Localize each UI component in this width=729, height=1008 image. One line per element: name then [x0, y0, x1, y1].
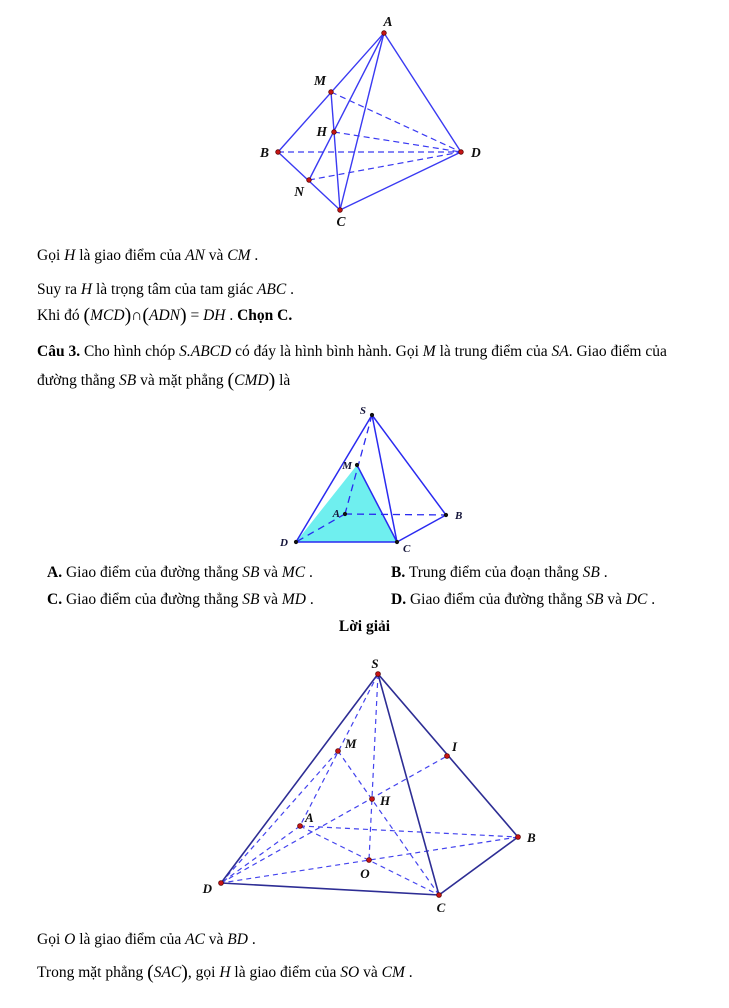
- dashed-segment-AD: [221, 826, 300, 883]
- figure-pyramid-SABCD-solution: [202, 656, 536, 915]
- text-segment: SB: [242, 564, 260, 581]
- point-label-B: B: [455, 510, 463, 522]
- text-segment: DH: [203, 307, 226, 324]
- text-segment: Khi đó: [37, 307, 84, 324]
- option-B: [391, 563, 608, 582]
- text-segment: O: [64, 931, 76, 948]
- text-segment: Trong mặt phẳng: [37, 964, 148, 981]
- point-label-M: M: [313, 73, 326, 88]
- point-D: [459, 150, 464, 155]
- text-segment: và: [204, 247, 228, 264]
- point-label-A: A: [332, 508, 340, 520]
- point-I: [445, 754, 450, 759]
- point-H: [370, 797, 375, 802]
- text-segment: có đáy là hình bình hành. Gọi: [231, 343, 423, 360]
- figure-pyramid-SABCD-shaded-CMD: [279, 405, 462, 555]
- text-segment: BD: [227, 931, 248, 948]
- text-segment: DC: [625, 591, 648, 608]
- figure-tetrahedron-ABCD: [259, 14, 481, 229]
- text-segment: SB: [242, 591, 260, 608]
- text-segment: B.: [391, 564, 406, 581]
- text-segment: , gọi: [187, 964, 220, 981]
- text-segment: ∩: [131, 307, 143, 324]
- question3-line2: [37, 371, 290, 390]
- text-segment: Gọi: [37, 247, 65, 264]
- solution2-line3: [37, 306, 292, 325]
- text-segment: CMD: [234, 372, 269, 389]
- text-segment: là giao điểm của: [75, 931, 186, 948]
- dashed-segment-HD: [334, 132, 461, 152]
- text-segment: ): [181, 961, 188, 984]
- text-segment: và: [359, 964, 382, 981]
- option-C: [47, 590, 314, 609]
- text-segment: =: [186, 307, 204, 324]
- point-C: [395, 540, 398, 543]
- point-label-D: D: [202, 881, 212, 896]
- point-M: [329, 90, 334, 95]
- text-segment: M: [422, 343, 436, 360]
- option-D: [391, 590, 655, 609]
- text-segment: .: [404, 964, 413, 981]
- text-segment: H: [64, 247, 76, 264]
- solid-segment-CD: [340, 152, 461, 210]
- point-label-M: M: [345, 736, 357, 751]
- text-segment: Trung điểm của đoạn thẳng: [405, 564, 583, 581]
- point-label-A: A: [383, 14, 393, 29]
- text-segment: Suy ra: [37, 281, 81, 298]
- text-segment: SAC: [153, 964, 182, 981]
- solution3-line1: [37, 930, 256, 949]
- text-segment: là trọng tâm của tam giác: [92, 281, 257, 298]
- text-segment: (: [227, 369, 235, 392]
- text-segment: . Giao điểm của: [568, 343, 667, 360]
- text-segment: .: [305, 564, 313, 581]
- point-A: [382, 31, 387, 36]
- text-segment: AN: [185, 247, 205, 264]
- dashed-segment-ND: [309, 152, 461, 180]
- point-label-C: C: [436, 900, 446, 915]
- question3-line1: [37, 342, 667, 361]
- text-segment: và: [204, 931, 228, 948]
- point-label-D: D: [471, 145, 481, 160]
- text-segment: CM: [381, 964, 405, 981]
- point-S: [376, 672, 381, 677]
- point-label-I: I: [452, 739, 458, 754]
- option-A: [47, 563, 313, 582]
- text-segment: Giao điểm của đường thẳng: [406, 591, 587, 608]
- point-label-H: H: [316, 124, 327, 139]
- point-B: [516, 835, 521, 840]
- dashed-segment-SO: [369, 674, 378, 860]
- solution2-line1: [37, 246, 258, 265]
- point-C: [338, 208, 343, 213]
- text-segment: là: [275, 372, 291, 389]
- solid-segment-SD: [221, 674, 378, 883]
- point-label-M: M: [342, 460, 352, 472]
- text-segment: .: [599, 564, 608, 581]
- text-segment: MC: [281, 564, 306, 581]
- point-label-C: C: [336, 214, 346, 229]
- text-segment: SB: [119, 372, 137, 389]
- text-segment: là giao điểm của: [230, 964, 341, 981]
- point-label-B: B: [259, 145, 269, 160]
- text-segment: Câu 3.: [37, 343, 81, 360]
- solid-segment-AC: [340, 33, 384, 210]
- text-segment: .: [286, 281, 294, 298]
- point-label-H: H: [380, 793, 391, 808]
- point-B: [276, 150, 281, 155]
- point-D: [219, 881, 224, 886]
- shaded-plane: [296, 465, 397, 542]
- solution2-line2: [37, 280, 294, 299]
- dashed-segment-DM: [221, 751, 338, 883]
- text-segment: ABC: [256, 281, 287, 298]
- solid-segment-CB: [439, 837, 518, 895]
- point-O: [367, 858, 372, 863]
- solid-segment-CB: [397, 515, 446, 542]
- text-segment: H: [80, 281, 93, 298]
- text-segment: MD: [281, 591, 306, 608]
- point-B: [444, 513, 447, 516]
- dashed-segment-CM: [338, 751, 439, 895]
- point-H: [332, 130, 337, 135]
- point-label-D: D: [280, 537, 288, 549]
- text-segment: là giao điểm của: [75, 247, 186, 264]
- solid-segment-AN: [309, 33, 384, 180]
- text-segment: và mặt phẳng: [136, 372, 228, 389]
- text-segment: (: [147, 961, 154, 984]
- solution-heading: Lời giải: [338, 618, 391, 635]
- text-segment: S.ABCD: [179, 343, 232, 360]
- text-segment: Chọn C.: [237, 307, 293, 324]
- text-segment: .: [250, 247, 259, 264]
- text-segment: (: [83, 304, 91, 327]
- text-segment: ADN: [148, 307, 180, 324]
- text-segment: và: [259, 564, 282, 581]
- text-segment: là trung điểm của: [435, 343, 552, 360]
- point-N: [307, 178, 312, 183]
- text-segment: Gọi: [37, 931, 65, 948]
- solid-segment-MC: [331, 92, 340, 210]
- text-segment: SO: [340, 964, 360, 981]
- text-segment: và: [259, 591, 282, 608]
- text-segment: SB: [586, 591, 604, 608]
- point-label-N: N: [294, 184, 304, 199]
- text-segment: .: [247, 931, 256, 948]
- solid-segment-DC: [221, 883, 439, 895]
- point-label-S: S: [359, 405, 366, 417]
- text-segment: ): [268, 369, 276, 392]
- text-segment: .: [305, 591, 314, 608]
- solution3-line2: [37, 963, 413, 982]
- dashed-segment-DI: [221, 756, 447, 883]
- solid-segment-SC: [378, 674, 439, 895]
- text-segment: SA: [551, 343, 569, 360]
- point-A: [343, 512, 346, 515]
- point-D: [294, 540, 297, 543]
- text-segment: đường thẳng: [37, 372, 120, 389]
- point-M: [355, 463, 358, 466]
- text-segment: Giao điểm của đường thẳng: [62, 591, 243, 608]
- text-segment: SB: [582, 564, 600, 581]
- point-S: [370, 413, 373, 416]
- text-segment: .: [647, 591, 656, 608]
- text-segment: và: [603, 591, 626, 608]
- point-label-A: A: [305, 810, 314, 825]
- text-segment: CM: [227, 247, 251, 264]
- text-segment: MCD: [90, 307, 125, 324]
- point-M: [336, 749, 341, 754]
- point-C: [437, 893, 442, 898]
- point-label-C: C: [403, 543, 411, 555]
- text-segment: A.: [47, 564, 63, 581]
- text-segment: .: [225, 307, 238, 324]
- solid-segment-SB: [372, 415, 446, 515]
- text-segment: Cho hình chóp: [80, 343, 180, 360]
- text-segment: Giao điểm của đường thẳng: [62, 564, 243, 581]
- text-segment: ): [179, 304, 187, 327]
- text-segment: AC: [185, 931, 205, 948]
- dashed-segment-AB: [300, 826, 518, 837]
- text-segment: C.: [47, 591, 63, 608]
- text-segment: ): [124, 304, 132, 327]
- point-label-S: S: [371, 656, 379, 671]
- text-segment: (: [142, 304, 149, 327]
- point-A: [298, 824, 303, 829]
- point-label-B: B: [527, 830, 536, 845]
- text-segment: H: [219, 964, 231, 981]
- text-segment: D.: [391, 591, 407, 608]
- point-label-O: O: [360, 866, 370, 881]
